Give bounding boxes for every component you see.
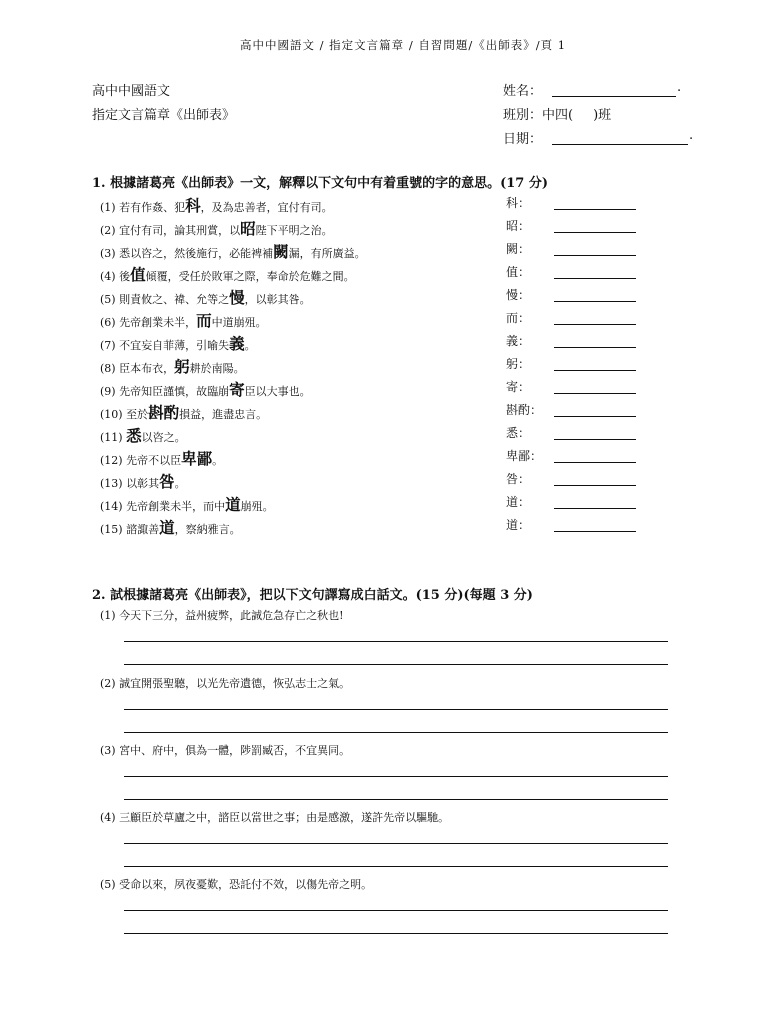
q2-item-text: 今天下三分，益州疲弊，此誠危急存亡之秋也! — [119, 609, 344, 622]
q1-item-text-post: 。 — [244, 339, 256, 352]
q1-item-text-pre: 先帝不以臣 — [126, 454, 182, 467]
q1-answer-blank[interactable] — [554, 301, 636, 302]
q1-item-text-pre: 則責攸之、褘、允等之 — [119, 293, 230, 306]
q1-item-text-post: 陛下平明之治。 — [255, 224, 333, 237]
q2-item-number: (1) — [100, 609, 120, 622]
q1-answer-blank[interactable] — [554, 439, 636, 440]
q2-answer-line[interactable] — [124, 843, 668, 844]
q1-answer-blank[interactable] — [554, 255, 636, 256]
q1-item-text-post: ，及為忠善者，宜付有司。 — [200, 201, 333, 214]
q2-answer-line[interactable] — [124, 732, 668, 733]
q2-item-text: 三顧臣於草廬之中，諮臣以當世之事；由是感激，遂許先帝以驅馳。 — [119, 811, 450, 824]
q1-answer-blank[interactable] — [554, 209, 636, 210]
q1-item-text-post: 漏，有所廣益。 — [288, 247, 366, 260]
q1-item-text-pre: 以彰其 — [126, 477, 160, 490]
q1-item-text-post: 中道崩殂。 — [211, 316, 267, 329]
q1-item-number: (13) — [100, 477, 127, 490]
q1-item — [100, 355, 245, 377]
q2-answer-line[interactable] — [124, 866, 668, 867]
q1-title: 1. 根據諸葛亮《出師表》一文，解釋以下文句中有着重號的字的意思。(17 分) — [92, 176, 549, 191]
q1-answer-blank[interactable] — [554, 393, 636, 394]
q1-answer-label: 道： — [506, 518, 531, 532]
q1-answer-label: 慢： — [506, 288, 531, 302]
q1-answer-label: 道： — [506, 495, 531, 509]
q1-item-text-pre: 至於 — [126, 408, 149, 421]
q1-item-number: (11) — [100, 431, 127, 444]
q2-item-text: 誠宜開張聖聽，以光先帝遺德，恢弘志士之氣。 — [119, 677, 351, 690]
q1-item-number: (1) — [100, 201, 120, 214]
q1-answer-blank[interactable] — [554, 485, 636, 486]
course-title: 高中中國語文 — [92, 84, 171, 99]
q1-answer-blank[interactable] — [554, 347, 636, 348]
q1-item-text-pre: 若有作姦、犯 — [119, 201, 186, 214]
q2-item-number: (3) — [100, 744, 120, 757]
q1-item-key-char: 值 — [130, 265, 146, 284]
q1-item-number: (10) — [100, 408, 127, 421]
q1-item-text-post: 損益，進盡忠言。 — [179, 408, 268, 421]
q1-item-text-post: 傾覆，受任於敗軍之際，奉命於危難之間。 — [145, 270, 355, 283]
q1-item-text-post: ，以彰其咎。 — [244, 293, 311, 306]
q2-item — [100, 675, 350, 691]
q1-item-number: (2) — [100, 224, 120, 237]
q2-item-number: (4) — [100, 811, 120, 824]
q2-answer-line[interactable] — [124, 799, 668, 800]
q1-item — [100, 516, 241, 538]
q1-item — [100, 447, 223, 469]
q1-item-text-pre: 後 — [119, 270, 131, 283]
name-label: 姓名： — [503, 84, 543, 99]
q1-item-text-post: ，察納雅言。 — [174, 523, 241, 536]
q1-item — [100, 424, 186, 446]
q1-answer-blank[interactable] — [554, 416, 636, 417]
q1-answer-label: 斟酌： — [506, 403, 543, 417]
q1-answer-label: 而： — [506, 311, 531, 325]
q2-item — [100, 607, 344, 623]
name-end: . — [677, 80, 682, 95]
q1-item-text-pre: 先帝創業未半， — [119, 316, 197, 329]
q1-answer-label: 寄： — [506, 380, 531, 394]
q2-item-text: 宮中、府中，俱為一體，陟罰臧否，不宜異同。 — [119, 744, 351, 757]
q1-answer-blank[interactable] — [554, 278, 636, 279]
q1-item-key-char: 道 — [159, 518, 175, 537]
running-header: 高中中國語文 / 指定文言篇章 / 自習問題/《出師表》/頁 1 — [240, 38, 567, 52]
q1-answer-label: 闕： — [506, 242, 531, 256]
q1-answer-label: 昭： — [506, 219, 531, 233]
q2-item — [100, 742, 350, 758]
q1-item-text-pre: 諮諏善 — [126, 523, 160, 536]
q1-answer-blank[interactable] — [554, 531, 636, 532]
q1-item-text-post: 。 — [212, 454, 224, 467]
q1-item-key-char: 卑鄙 — [181, 449, 213, 468]
q1-item-number: (9) — [100, 385, 120, 398]
q1-item-key-char: 昭 — [240, 219, 256, 238]
q1-item-number: (3) — [100, 247, 120, 260]
q2-answer-line[interactable] — [124, 933, 668, 934]
q1-item-key-char: 道 — [225, 495, 241, 514]
q1-item — [100, 263, 355, 285]
q1-answer-label: 咎： — [506, 472, 531, 486]
q1-item-key-char: 咎 — [159, 472, 175, 491]
q1-answer-blank[interactable] — [554, 462, 636, 463]
q2-item — [100, 809, 449, 825]
q1-item-key-char: 科 — [185, 196, 201, 215]
q1-item — [100, 217, 333, 239]
q1-item-text-pre: 臣本布衣， — [119, 362, 175, 375]
q1-item-key-char: 寄 — [229, 380, 245, 399]
q1-item-number: (8) — [100, 362, 120, 375]
q1-item-key-char: 義 — [229, 334, 245, 353]
q1-answer-label: 卑鄙： — [506, 449, 543, 463]
q1-item — [100, 240, 366, 262]
q1-answer-label: 科： — [506, 196, 531, 210]
q1-answer-label: 義： — [506, 334, 531, 348]
q1-item — [100, 194, 333, 216]
q1-answer-label: 躬： — [506, 357, 531, 371]
q1-item-text-pre: 先帝創業未半，而中 — [126, 500, 226, 513]
q1-item-number: (15) — [100, 523, 127, 536]
q2-answer-line[interactable] — [124, 664, 668, 665]
date-label: 日期： — [503, 132, 543, 147]
date-end: . — [689, 128, 694, 143]
q1-item — [100, 493, 274, 515]
q1-item-text-post: 。 — [174, 477, 186, 490]
q1-item-key-char: 斟酌 — [148, 403, 180, 422]
q1-item-number: (12) — [100, 454, 127, 467]
q1-item-number: (6) — [100, 316, 120, 329]
q1-item-text-post: 崩殂。 — [240, 500, 274, 513]
q1-item-text-post: 耕於南陽。 — [189, 362, 245, 375]
q1-item-text-post: 臣以大事也。 — [244, 385, 311, 398]
q1-item — [100, 378, 311, 400]
q2-item-number: (5) — [100, 878, 120, 891]
q1-item — [100, 332, 256, 354]
q2-answer-line[interactable] — [124, 709, 668, 710]
q2-answer-line[interactable] — [124, 776, 668, 777]
q1-answer-blank[interactable] — [554, 508, 636, 509]
q1-item-number: (5) — [100, 293, 120, 306]
q1-answer-label: 值： — [506, 265, 531, 279]
q2-item — [100, 876, 372, 892]
q1-item-key-char: 躬 — [174, 357, 190, 376]
q1-item — [100, 286, 311, 308]
q1-item-text-pre: 宜付有司，論其刑賞，以 — [119, 224, 241, 237]
q2-answer-line[interactable] — [124, 910, 668, 911]
q1-item — [100, 309, 267, 331]
q1-item-key-char: 悉 — [126, 426, 142, 445]
q2-title: 2. 試根據諸葛亮《出師表》，把以下文句譯寫成白話文。(15 分)(每題 3 分) — [92, 588, 533, 603]
q2-answer-line[interactable] — [124, 641, 668, 642]
class-label: 班別：中四( )班 — [503, 108, 612, 123]
q1-item-key-char: 闕 — [273, 242, 289, 261]
name-field[interactable] — [552, 96, 676, 97]
q1-answer-blank[interactable] — [554, 324, 636, 325]
q1-answer-blank[interactable] — [554, 232, 636, 233]
q1-answer-blank[interactable] — [554, 370, 636, 371]
q1-answer-label: 悉： — [506, 426, 531, 440]
q1-item — [100, 401, 267, 423]
q1-item-number: (14) — [100, 500, 127, 513]
q2-item-number: (2) — [100, 677, 120, 690]
q1-item-key-char: 慢 — [229, 288, 245, 307]
q1-item — [100, 470, 186, 492]
q2-item-text: 受命以來，夙夜憂歎，恐託付不效，以傷先帝之明。 — [119, 878, 373, 891]
chapter-title: 指定文言篇章《出師表》 — [92, 108, 236, 123]
q1-item-text-pre: 悉以咨之，然後施行，必能裨補 — [119, 247, 274, 260]
q1-item-key-char: 而 — [196, 311, 212, 330]
q1-item-number: (7) — [100, 339, 120, 352]
q1-item-text-post: 以咨之。 — [141, 431, 186, 444]
q1-item-number: (4) — [100, 270, 120, 283]
q1-item-text-pre: 不宜妄自菲薄，引喻失 — [119, 339, 230, 352]
date-field[interactable] — [552, 144, 688, 145]
q1-item-text-pre: 先帝知臣謹慎，故臨崩 — [119, 385, 230, 398]
